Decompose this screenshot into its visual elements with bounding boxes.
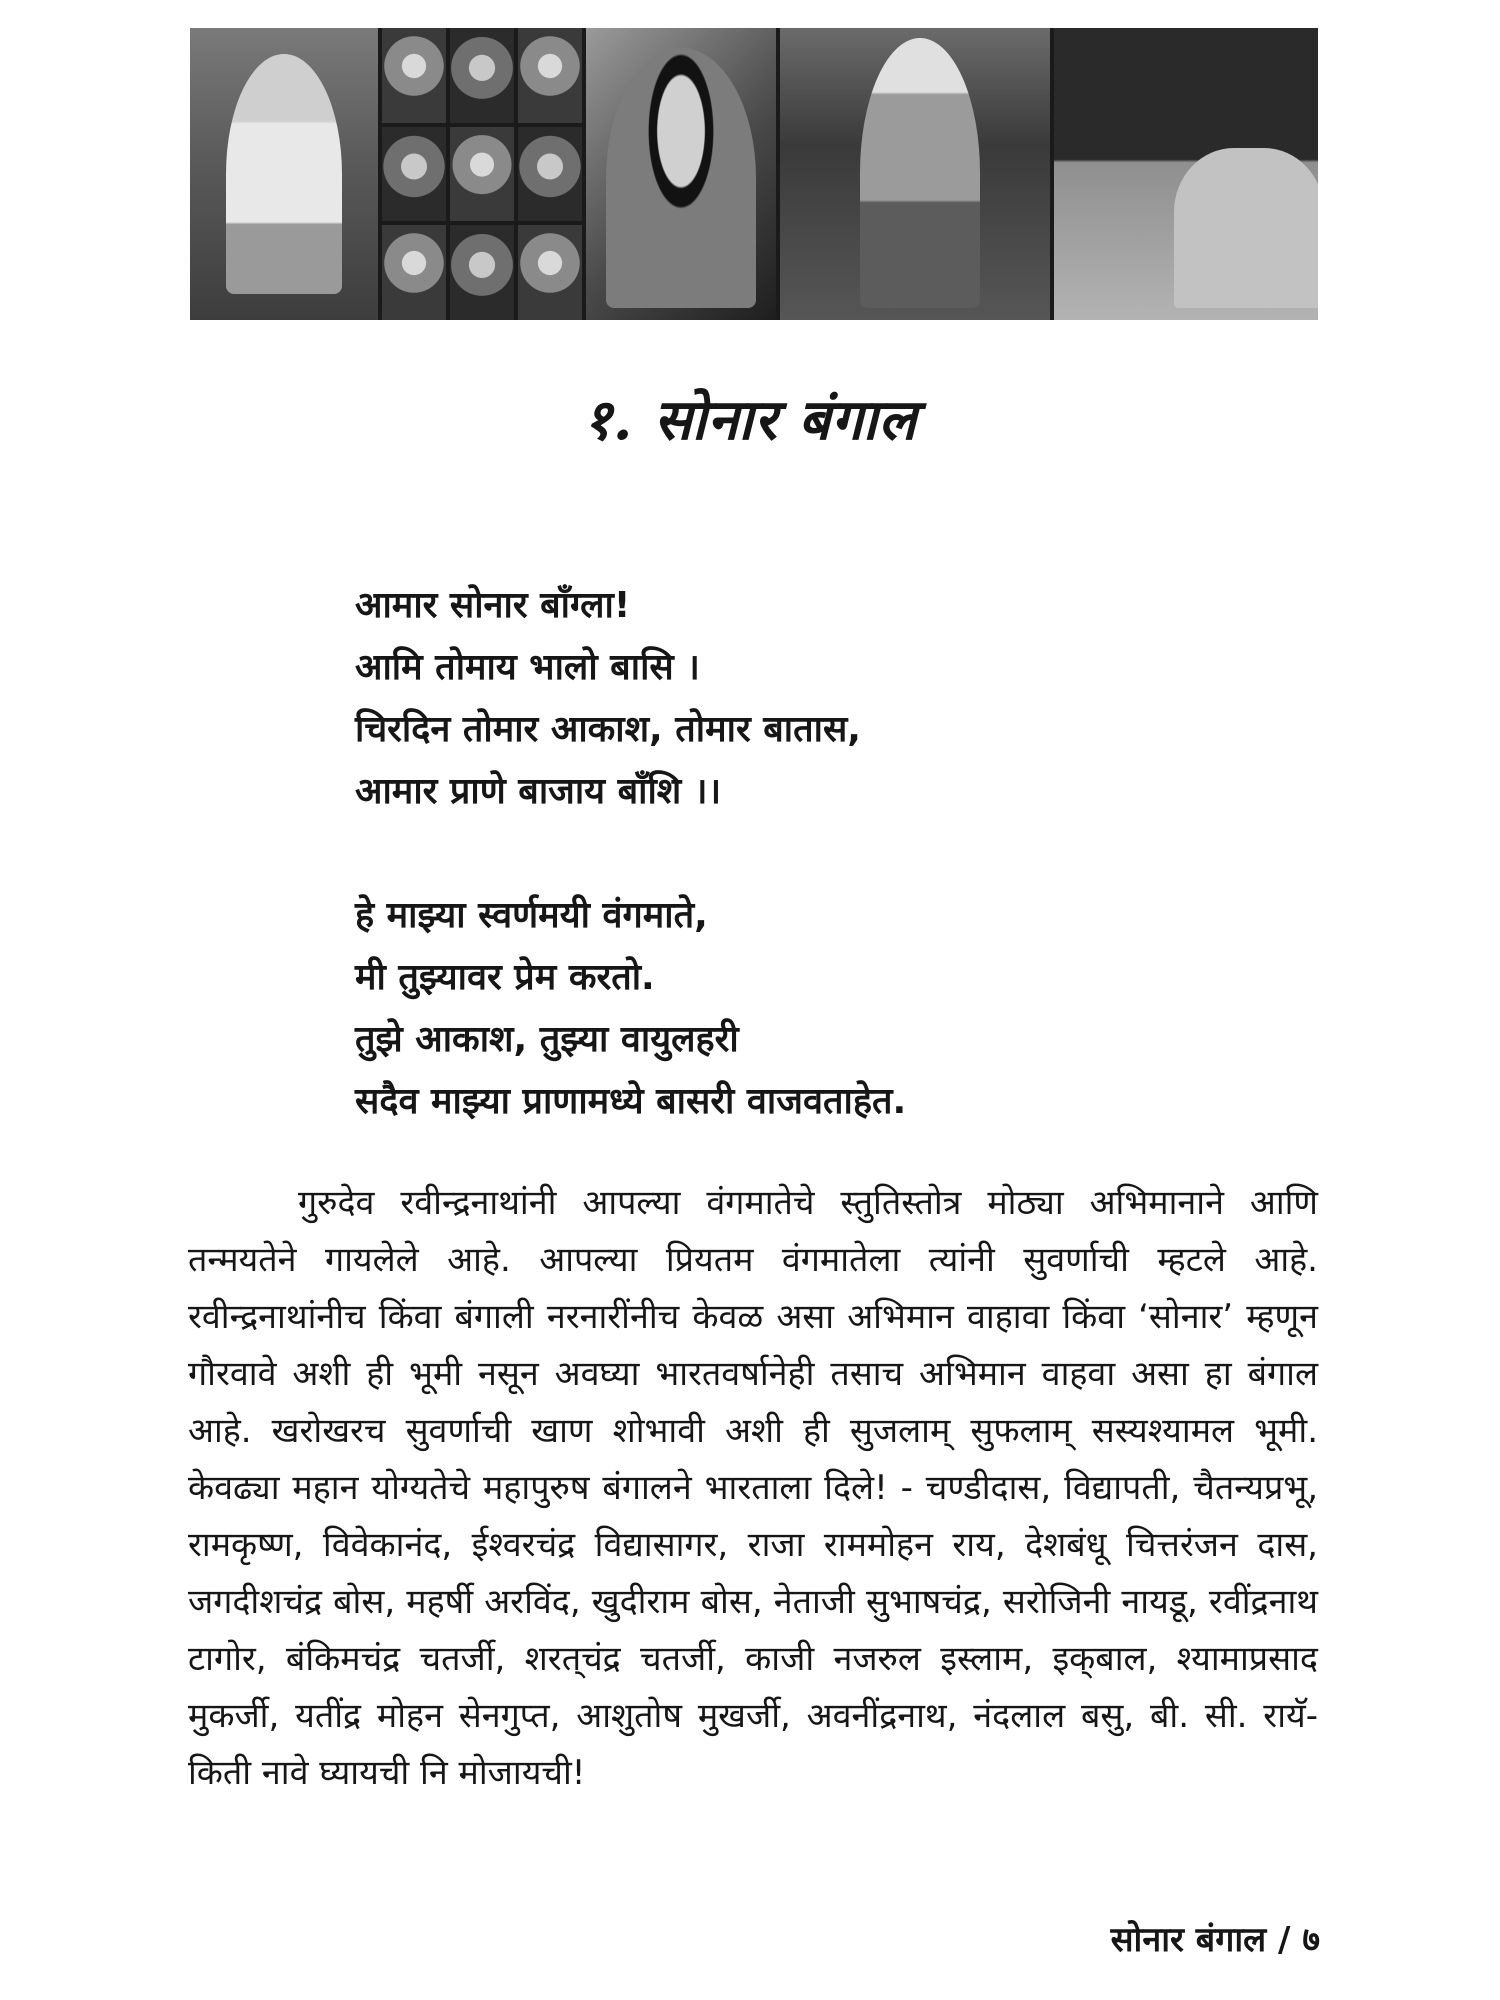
footer-book-title: सोनार बंगाल: [1110, 1920, 1267, 1960]
verse-line: सदैव माझ्या प्राणामध्ये बासरी वाजवताहेत.: [355, 1081, 907, 1122]
page-footer: [1111, 1915, 1320, 1961]
verse-line: आमार प्राणे बाजाय बाँशि ।।: [355, 771, 722, 812]
verse-line: आमि तोमाय भालो बासि ।: [355, 647, 700, 688]
goddess-idol-photo: [780, 28, 1050, 320]
portrait-grid-photo: [382, 28, 582, 320]
marathi-translation-verse: [355, 885, 906, 1133]
dancer-and-temple-photo: [1054, 28, 1318, 320]
leader-portrait-photo: [586, 28, 776, 320]
verse-line: आमार सोनार बाँग्ला!: [355, 585, 631, 626]
footer-separator: /: [1278, 1920, 1291, 1960]
verse-line: हे माझ्या स्वर्णमयी वंगमाते,: [355, 895, 708, 936]
header-photo-collage: [190, 28, 1318, 320]
verse-line: तुझे आकाश, तुझ्या वायुलहरी: [355, 1019, 739, 1060]
verse-line: चिरदिन तोमार आकाश, तोमार बातास,: [355, 709, 861, 750]
verse-line: मी तुझ्यावर प्रेम करतो.: [355, 957, 655, 998]
seated-saint-photo: [190, 28, 378, 320]
page-number: ७: [1302, 1920, 1320, 1960]
bengali-verse: [355, 575, 861, 823]
body-paragraph: गुरुदेव रवीन्द्रनाथांनी आपल्या वंगमातेचे स्तुतिस्तोत्र मोठ्या अभिमानाने आणि तन्मयतेने गायलेले आहे. आपल्या प्रियतम वंगमातेला त्यांनी सुवर्णाची म्हटले आहे. रवीन्द्रनाथांनीच किंवा बंगाली नरनारींनीच केवळ असा अभिमान वाहावा किंवा ‘सोनार’ म्हणून गौरवावे अशी ही भूमी नसून अवघ्या भारतवर्षानेही तसाच अभिमान वाहवा असा हा बंगाल आहे. खरोखरच सुवर्णाची खाण शोभावी अशी ही सुजलाम् सुफलाम् सस्यश्यामल भूमी. केवढ्या महान योग्यतेचे महापुरुष बंगालने भारताला दिले! - चण्डीदास, विद्यापती, चैतन्यप्रभू, रामकृष्ण, विवेकानंद, ईश्वरचंद्र विद्यासागर, राजा राममोहन राय, देशबंधू चित्तरंजन दास, जगदीशचंद्र बोस, महर्षी अरविंद, खुदीराम बोस, नेताजी सुभाषचंद्र, सरोजिनी नायडू, रवींद्रनाथ टागोर, बंकिमचंद्र चतर्जी, शरत्‌चंद्र चतर्जी, काजी नजरुल इस्लाम, इक्‌बाल, श्यामाप्रसाद मुकर्जी, यतींद्र मोहन सेनगुप्त, आशुतोष मुखर्जी, अवनींद्रनाथ, नंदलाल बसु, बी. सी. रायॅ-किती नावे घ्यायची नि मोजायची!: [188, 1183, 1318, 1793]
chapter-title: १. सोनार बंगाल: [582, 387, 918, 453]
